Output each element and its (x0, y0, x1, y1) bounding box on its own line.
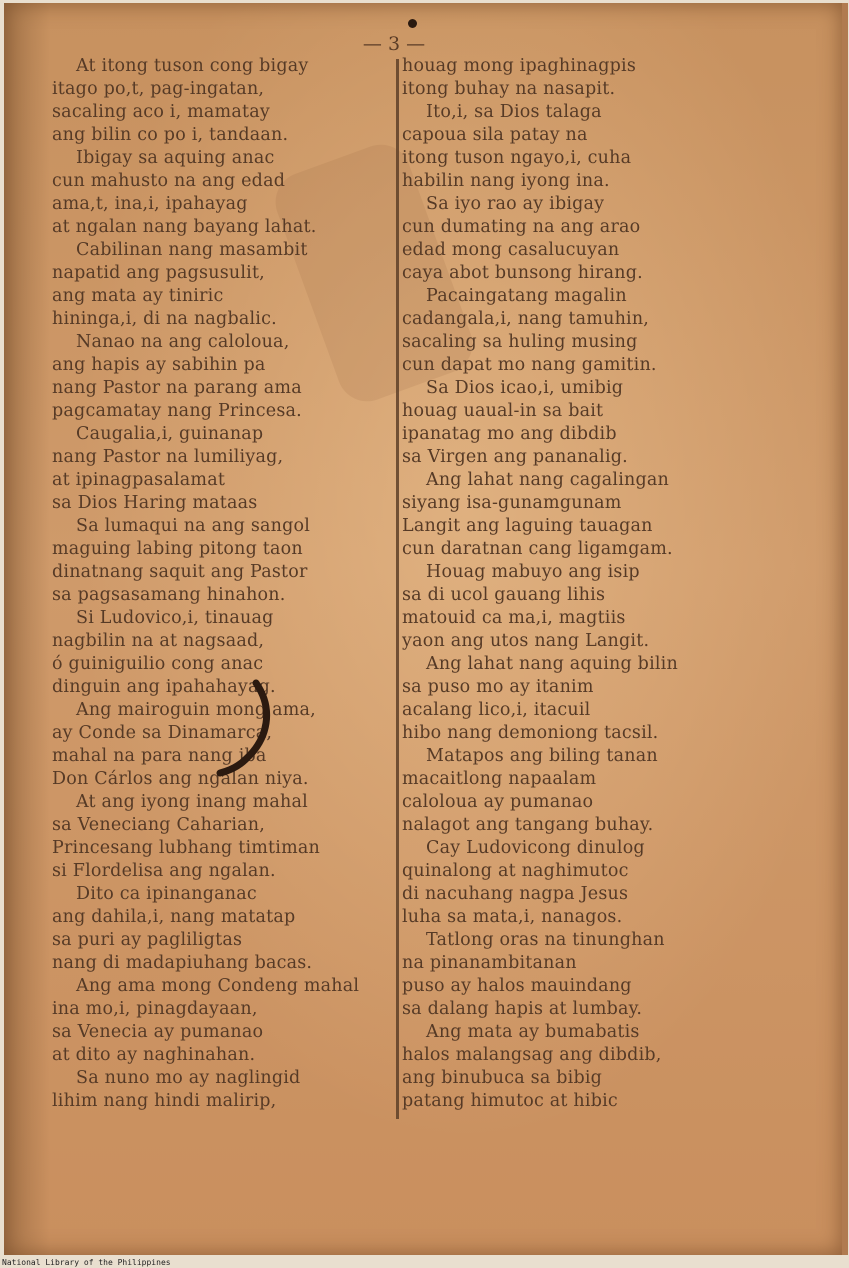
verse-line: napatid ang pagsusulit, (52, 263, 265, 283)
verse-line: habilin nang iyong ina. (402, 171, 610, 191)
verse-line: matouid ca ma,i, magtiis (402, 608, 626, 628)
verse-line: ó guiniguilio cong anac (52, 654, 264, 674)
verse-line: Langit ang laguing tauagan (402, 516, 653, 536)
verse-line: ang bilin co po i, tandaan. (52, 125, 289, 145)
verse-line: patang himutoc at hibic (402, 1091, 618, 1111)
verse-line: nagbilin na at nagsaad, (52, 631, 265, 651)
verse-line: Ang ama mong Condeng mahal (76, 976, 360, 996)
verse-line: Ang lahat nang aquing bilin (426, 654, 678, 674)
ink-mark (216, 679, 274, 779)
verse-line: Si Ludovico,i, tinauag (76, 608, 274, 628)
verse-line: caloloua ay pumanao (402, 792, 594, 812)
verse-line: dinguin ang ipahahayag. (52, 677, 276, 697)
verse-line: nang Pastor na lumiliyag, (52, 447, 284, 467)
verse-line: macaitlong napaalam (402, 769, 597, 789)
verse-line: acalang lico,i, itacuil (402, 700, 591, 720)
verse-line: quinalong at naghimutoc (402, 861, 629, 881)
verse-line: Ito,i, sa Dios talaga (426, 102, 602, 122)
verse-line: maguing labing pitong taon (52, 539, 303, 559)
verse-line: Pacaingatang magalin (426, 286, 627, 306)
verse-line: ang hapis ay sabihin pa (52, 355, 266, 375)
verse-line: Tatlong oras na tinunghan (426, 930, 665, 950)
verse-line: edad mong casalucuyan (402, 240, 620, 260)
verse-line: cun dapat mo nang gamitin. (402, 355, 657, 375)
verse-line: Ang mairoguin mong ama, (76, 700, 316, 720)
verse-line: ang mata ay tiniric (52, 286, 224, 306)
footer-credit: National Library of the Philippines (2, 1258, 171, 1267)
verse-line: at ngalan nang bayang lahat. (52, 217, 317, 237)
verse-line: nang di madapiuhang bacas. (52, 953, 313, 973)
page-number: — 3 — (362, 33, 426, 55)
verse-line: Houag mabuyo ang isip (426, 562, 640, 582)
verse-line: sa Virgen ang pananalig. (402, 447, 628, 467)
verse-line: Nanao na ang caloloua, (76, 332, 290, 352)
verse-line: sa Venecia ay pumanao (52, 1022, 264, 1042)
verse-line: ipanatag mo ang dibdib (402, 424, 617, 444)
verse-line: sa puso mo ay itanim (402, 677, 594, 697)
verse-line: At ang iyong inang mahal (76, 792, 308, 812)
verse-line: Caugalia,i, guinanap (76, 424, 264, 444)
verse-line: Matapos ang biling tanan (426, 746, 658, 766)
verse-line: ina mo,i, pinagdayaan, (52, 999, 258, 1019)
verse-line: houag mong ipaghinagpis (402, 56, 637, 76)
verse-line: siyang isa-gunamgunam (402, 493, 622, 513)
verse-line: nalagot ang tangang buhay. (402, 815, 654, 835)
verse-line: lihim nang hindi malirip, (52, 1091, 277, 1111)
verse-line: mahal na para nang iba (52, 746, 267, 766)
verse-line: At itong tuson cong bigay (76, 56, 309, 76)
verse-line: yaon ang utos nang Langit. (402, 631, 650, 651)
verse-line: at dito ay naghinahan. (52, 1045, 256, 1065)
verse-line: cun mahusto na ang edad (52, 171, 286, 191)
verse-line: sa Veneciang Caharian, (52, 815, 266, 835)
verse-line: hininga,i, di na nagbalic. (52, 309, 277, 329)
verse-line: hibo nang demoniong tacsil. (402, 723, 659, 743)
verse-line: Don Cárlos ang ngalan niya. (52, 769, 309, 789)
ink-dot (408, 19, 417, 28)
verse-line: capoua sila patay na (402, 125, 588, 145)
left-column (52, 55, 402, 1113)
verse-line: caya abot bunsong hirang. (402, 263, 643, 283)
verse-line: Sa lumaqui na ang sangol (76, 516, 311, 536)
verse-line: cadangala,i, nang tamuhin, (402, 309, 650, 329)
verse-line: at ipinagpasalamat (52, 470, 226, 490)
verse-line: puso ay halos mauindang (402, 976, 632, 996)
verse-line: luha sa mata,i, nanagos. (402, 907, 623, 927)
verse-line: cun daratnan cang ligamgam. (402, 539, 673, 559)
verse-line: sa pagsasamang hinahon. (52, 585, 286, 605)
verse-line: sa puri ay pagliligtas (52, 930, 243, 950)
verse-line: cun dumating na ang arao (402, 217, 641, 237)
verse-line: itong tuson ngayo,i, cuha (402, 148, 632, 168)
verse-line: Ibigay sa aquing anac (76, 148, 275, 168)
verse-line: nang Pastor na parang ama (52, 378, 302, 398)
verse-line: sa di ucol gauang lihis (402, 585, 606, 605)
verse-line: houag uaual-in sa bait (402, 401, 604, 421)
verse-line: si Flordelisa ang ngalan. (52, 861, 276, 881)
verse-line: Dito ca ipinanganac (76, 884, 257, 904)
verse-line: Ang mata ay bumabatis (426, 1022, 640, 1042)
verse-line: itago po,t, pag-ingatan, (52, 79, 265, 99)
verse-line: itong buhay na nasapit. (402, 79, 616, 99)
verse-line: Princesang lubhang timtiman (52, 838, 320, 858)
verse-line: Sa Dios icao,i, umibig (426, 378, 624, 398)
verse-line: sacaling sa huling musing (402, 332, 638, 352)
verse-line: Cabilinan nang masambit (76, 240, 308, 260)
verse-line: Sa iyo rao ay ibigay (426, 194, 605, 214)
verse-line: Ang lahat nang cagalingan (426, 470, 669, 490)
verse-line: Cay Ludovicong dinulog (426, 838, 645, 858)
verse-line: ama,t, ina,i, ipahayag (52, 194, 248, 214)
verse-line: ang binubuca sa bibig (402, 1068, 603, 1088)
verse-line: Sa nuno mo ay naglingid (76, 1068, 301, 1088)
verse-line: sacaling aco i, mamatay (52, 102, 270, 122)
verse-line: sa Dios Haring mataas (52, 493, 258, 513)
right-column (402, 55, 752, 1113)
verse-line: dinatnang saquit ang Pastor (52, 562, 308, 582)
verse-line: di nacuhang nagpa Jesus (402, 884, 629, 904)
verse-line: halos malangsag ang dibdib, (402, 1045, 662, 1065)
verse-line: pagcamatay nang Princesa. (52, 401, 302, 421)
book-page (4, 3, 848, 1255)
verse-line: na pinanambitanan (402, 953, 577, 973)
verse-line: ay Conde sa Dinamarca, (52, 723, 273, 743)
verse-line: ang dahila,i, nang matatap (52, 907, 296, 927)
verse-line: sa dalang hapis at lumbay. (402, 999, 643, 1019)
